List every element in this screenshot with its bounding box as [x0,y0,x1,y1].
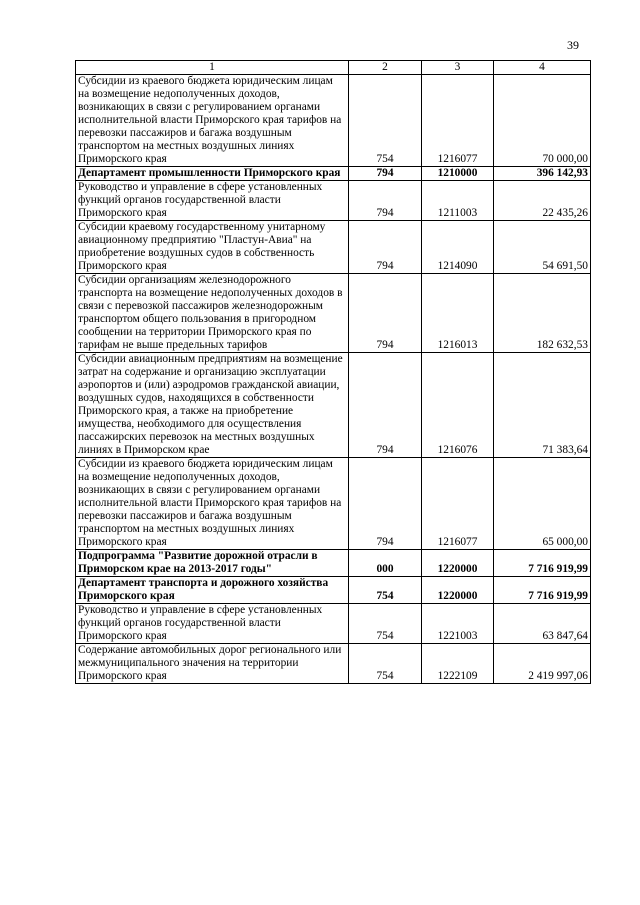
row-name: Субсидии из краевого бюджета юридическим лицам на возмещение недополученных доходов, возникающих в связи с регулированием органами исполнительной власти Приморского края тарифов на перевозки пассажиров и багажа воздушным транспортом на местных воздушных линиях Приморского края [76,75,349,167]
row-amount: 7 716 919,99 [494,550,591,577]
table-row [76,221,591,274]
row-target-code: 1221003 [422,604,494,644]
row-amount: 2 419 997,06 [494,644,591,684]
row-name: Подпрограмма "Развитие дорожной отрасли в Приморском крае на 2013-2017 годы" [76,550,349,577]
row-dept-code: 794 [349,458,422,550]
row-dept-code: 794 [349,353,422,458]
table-row [76,550,591,577]
row-amount: 396 142,93 [494,167,591,181]
table-row [76,604,591,644]
row-name: Субсидии авиационным предприятиям на возмещение затрат на содержание и организацию эксплуатации аэропортов и (или) аэродромов гражданской авиации, воздушных судов, находящихся в собственности Приморского края, а также на приобретение имущества, необходимого для осуществления пассажирских перевозок на местных воздушных линиях в Приморском крае [76,353,349,458]
row-target-code: 1220000 [422,577,494,604]
table-header-row [76,61,591,75]
row-dept-code: 794 [349,274,422,353]
table-row [76,644,591,684]
row-name: Руководство и управление в сфере установленных функций органов государственной власти Приморского края [76,181,349,221]
table-row [76,75,591,167]
row-target-code: 1216077 [422,458,494,550]
table-row [76,167,591,181]
row-name: Руководство и управление в сфере установленных функций органов государственной власти Приморского края [76,604,349,644]
row-amount: 182 632,53 [494,274,591,353]
row-dept-code: 794 [349,181,422,221]
table-row [76,353,591,458]
row-name: Субсидии из краевого бюджета юридическим лицам на возмещение недополученных доходов, возникающих в связи с регулированием органами исполнительной власти Приморского края тарифов на перевозки пассажиров и багажа воздушным транспортом на местных воздушных линиях Приморского края [76,458,349,550]
table-row [76,458,591,550]
table-row [76,181,591,221]
row-dept-code: 000 [349,550,422,577]
header-col-4: 4 [494,61,591,75]
table-row [76,274,591,353]
row-target-code: 1216077 [422,75,494,167]
header-col-2: 2 [349,61,422,75]
row-dept-code: 754 [349,577,422,604]
row-amount: 22 435,26 [494,181,591,221]
table-body [76,75,591,684]
row-dept-code: 754 [349,644,422,684]
row-target-code: 1216076 [422,353,494,458]
row-target-code: 1222109 [422,644,494,684]
page-number: 39 [567,38,579,52]
row-name: Субсидии краевому государственному унитарному авиационному предприятию "Пластун-Авиа" на приобретение воздушных судов в собственность Приморского края [76,221,349,274]
row-amount: 65 000,00 [494,458,591,550]
row-target-code: 1214090 [422,221,494,274]
row-amount: 54 691,50 [494,221,591,274]
row-dept-code: 794 [349,221,422,274]
row-target-code: 1210000 [422,167,494,181]
row-dept-code: 754 [349,604,422,644]
header-col-3: 3 [422,61,494,75]
row-dept-code: 754 [349,75,422,167]
row-name: Департамент промышленности Приморского края [76,167,349,181]
row-name: Департамент транспорта и дорожного хозяйства Приморского края [76,577,349,604]
row-amount: 71 383,64 [494,353,591,458]
row-name: Содержание автомобильных дорог регионального или межмуниципального значения на территории Приморского края [76,644,349,684]
row-target-code: 1211003 [422,181,494,221]
row-amount: 70 000,00 [494,75,591,167]
header-col-1: 1 [76,61,349,75]
row-target-code: 1220000 [422,550,494,577]
row-target-code: 1216013 [422,274,494,353]
row-name: Субсидии организациям железнодорожного транспорта на возмещение недополученных доходов в связи с перевозкой пассажиров железнодорожным транспортом общего пользования в пригородном сообщении на территории Приморского края по тарифам не выше предельных тарифов [76,274,349,353]
budget-table [75,60,591,684]
row-amount: 63 847,64 [494,604,591,644]
row-dept-code: 794 [349,167,422,181]
row-amount: 7 716 919,99 [494,577,591,604]
table-row [76,577,591,604]
